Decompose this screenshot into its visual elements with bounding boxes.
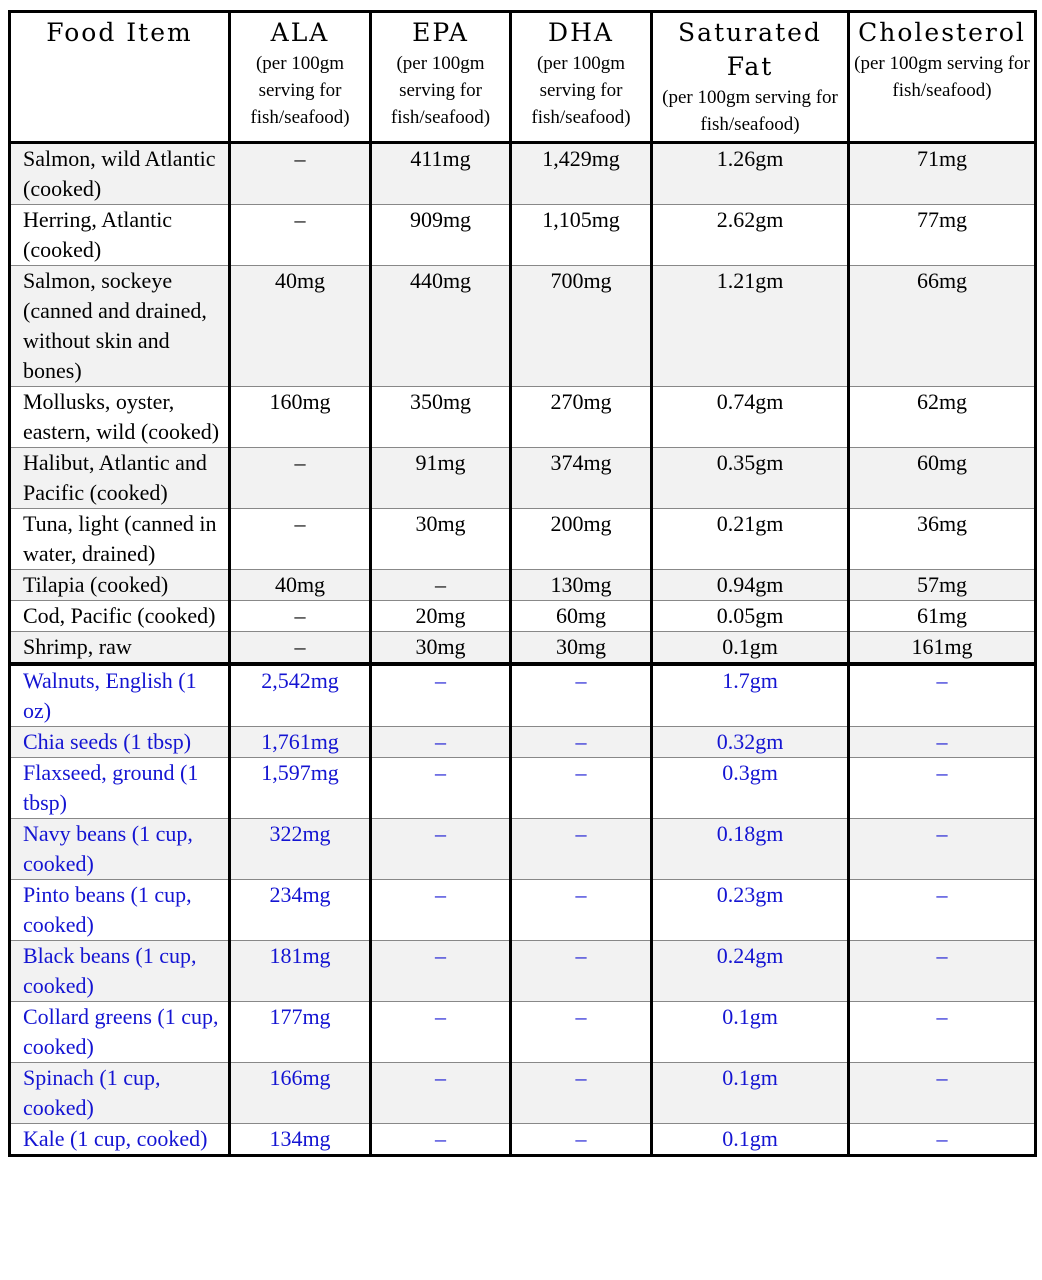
food-item-cell: Navy beans (1 cup, cooked) xyxy=(10,819,230,880)
dha-cell: – xyxy=(511,758,652,819)
dha-cell: 200mg xyxy=(511,509,652,570)
food-item-cell: Flaxseed, ground (1 tbsp) xyxy=(10,758,230,819)
food-item-cell: Mollusks, oyster, eastern, wild (cooked) xyxy=(10,387,230,448)
dha-cell: – xyxy=(511,819,652,880)
dha-cell: – xyxy=(511,880,652,941)
header-subtitle: (per 100gm serving for fish/seafood) xyxy=(662,87,838,135)
dha-cell: 700mg xyxy=(511,266,652,387)
table-row xyxy=(10,387,1036,448)
ala-cell: 322mg xyxy=(230,819,371,880)
table-row xyxy=(10,570,1036,601)
dha-cell: 1,105mg xyxy=(511,205,652,266)
food-item-cell: Salmon, wild Atlantic (cooked) xyxy=(10,143,230,205)
ala-cell: 166mg xyxy=(230,1063,371,1124)
cholesterol-cell: 60mg xyxy=(849,448,1036,509)
cholesterol-cell: – xyxy=(849,727,1036,758)
table-row xyxy=(10,143,1036,205)
header-ala xyxy=(230,12,371,143)
table-row xyxy=(10,1063,1036,1124)
saturated-fat-cell: 1.21gm xyxy=(652,266,849,387)
header-subtitle: (per 100gm serving for fish/seafood) xyxy=(854,53,1030,101)
epa-cell: 350mg xyxy=(371,387,511,448)
ala-cell: 2,542mg xyxy=(230,664,371,727)
dha-cell: – xyxy=(511,1002,652,1063)
table-header xyxy=(10,12,1036,143)
ala-cell: – xyxy=(230,205,371,266)
epa-cell: – xyxy=(371,664,511,727)
ala-cell: – xyxy=(230,509,371,570)
table-row xyxy=(10,880,1036,941)
saturated-fat-cell: 0.21gm xyxy=(652,509,849,570)
table-row xyxy=(10,941,1036,1002)
epa-cell: 30mg xyxy=(371,632,511,665)
epa-cell: 411mg xyxy=(371,143,511,205)
table-row xyxy=(10,1002,1036,1063)
ala-cell: – xyxy=(230,448,371,509)
table-row xyxy=(10,727,1036,758)
cholesterol-cell: – xyxy=(849,819,1036,880)
ala-cell: 234mg xyxy=(230,880,371,941)
header-saturated-fat xyxy=(652,12,849,143)
saturated-fat-cell: 0.1gm xyxy=(652,1002,849,1063)
cholesterol-cell: 71mg xyxy=(849,143,1036,205)
table-row xyxy=(10,664,1036,727)
cholesterol-cell: 36mg xyxy=(849,509,1036,570)
header-subtitle: (per 100gm serving for fish/seafood) xyxy=(390,53,491,128)
ala-cell: 177mg xyxy=(230,1002,371,1063)
table-row xyxy=(10,601,1036,632)
food-item-cell: Kale (1 cup, cooked) xyxy=(10,1124,230,1156)
ala-cell: – xyxy=(230,601,371,632)
dha-cell: 374mg xyxy=(511,448,652,509)
food-item-cell: Herring, Atlantic (cooked) xyxy=(10,205,230,266)
ala-cell: 40mg xyxy=(230,266,371,387)
saturated-fat-cell: 0.1gm xyxy=(652,1063,849,1124)
epa-cell: 91mg xyxy=(371,448,511,509)
cholesterol-cell: 61mg xyxy=(849,601,1036,632)
cholesterol-cell: 161mg xyxy=(849,632,1036,665)
table-body xyxy=(10,143,1036,1156)
dha-cell: 1,429mg xyxy=(511,143,652,205)
cholesterol-cell: – xyxy=(849,1002,1036,1063)
saturated-fat-cell: 1.7gm xyxy=(652,664,849,727)
header-cholesterol xyxy=(849,12,1036,143)
cholesterol-cell: – xyxy=(849,880,1036,941)
header-title: DHA xyxy=(548,18,614,47)
saturated-fat-cell: 0.35gm xyxy=(652,448,849,509)
cholesterol-cell: 62mg xyxy=(849,387,1036,448)
dha-cell: – xyxy=(511,1063,652,1124)
dha-cell: 30mg xyxy=(511,632,652,665)
ala-cell: 1,597mg xyxy=(230,758,371,819)
nutrition-table xyxy=(8,10,1037,1157)
dha-cell: 130mg xyxy=(511,570,652,601)
cholesterol-cell: – xyxy=(849,758,1036,819)
epa-cell: – xyxy=(371,1002,511,1063)
table-row xyxy=(10,509,1036,570)
table-row xyxy=(10,448,1036,509)
dha-cell: – xyxy=(511,664,652,727)
food-item-cell: Halibut, Atlantic and Pacific (cooked) xyxy=(10,448,230,509)
epa-cell: – xyxy=(371,880,511,941)
cholesterol-cell: 57mg xyxy=(849,570,1036,601)
epa-cell: – xyxy=(371,819,511,880)
cholesterol-cell: – xyxy=(849,1124,1036,1156)
ala-cell: – xyxy=(230,632,371,665)
header-title: Saturated Fat xyxy=(678,18,822,81)
table-row xyxy=(10,205,1036,266)
epa-cell: 440mg xyxy=(371,266,511,387)
epa-cell: – xyxy=(371,1124,511,1156)
saturated-fat-cell: 0.18gm xyxy=(652,819,849,880)
epa-cell: – xyxy=(371,758,511,819)
dha-cell: 270mg xyxy=(511,387,652,448)
header-subtitle: (per 100gm serving for fish/seafood) xyxy=(531,53,631,128)
food-item-cell: Tilapia (cooked) xyxy=(10,570,230,601)
ala-cell: 134mg xyxy=(230,1124,371,1156)
header-title: Food Item xyxy=(46,18,193,47)
cholesterol-cell: – xyxy=(849,664,1036,727)
epa-cell: 909mg xyxy=(371,205,511,266)
saturated-fat-cell: 0.3gm xyxy=(652,758,849,819)
saturated-fat-cell: 0.74gm xyxy=(652,387,849,448)
header-epa xyxy=(371,12,511,143)
saturated-fat-cell: 0.94gm xyxy=(652,570,849,601)
dha-cell: 60mg xyxy=(511,601,652,632)
food-item-cell: Shrimp, raw xyxy=(10,632,230,665)
ala-cell: 1,761mg xyxy=(230,727,371,758)
ala-cell: 160mg xyxy=(230,387,371,448)
saturated-fat-cell: 2.62gm xyxy=(652,205,849,266)
table-row xyxy=(10,266,1036,387)
cholesterol-cell: 66mg xyxy=(849,266,1036,387)
ala-cell: 181mg xyxy=(230,941,371,1002)
header-title: EPA xyxy=(412,18,469,47)
table-row xyxy=(10,758,1036,819)
epa-cell: – xyxy=(371,1063,511,1124)
ala-cell: 40mg xyxy=(230,570,371,601)
saturated-fat-cell: 0.32gm xyxy=(652,727,849,758)
saturated-fat-cell: 0.23gm xyxy=(652,880,849,941)
dha-cell: – xyxy=(511,1124,652,1156)
header-subtitle: (per 100gm serving for fish/seafood) xyxy=(250,53,350,128)
epa-cell: – xyxy=(371,727,511,758)
food-item-cell: Cod, Pacific (cooked) xyxy=(10,601,230,632)
header-title: Cholesterol xyxy=(858,18,1026,47)
saturated-fat-cell: 0.1gm xyxy=(652,1124,849,1156)
epa-cell: – xyxy=(371,570,511,601)
header-dha xyxy=(511,12,652,143)
food-item-cell: Spinach (1 cup, cooked) xyxy=(10,1063,230,1124)
cholesterol-cell: – xyxy=(849,1063,1036,1124)
epa-cell: 20mg xyxy=(371,601,511,632)
food-item-cell: Collard greens (1 cup, cooked) xyxy=(10,1002,230,1063)
table-row xyxy=(10,1124,1036,1156)
food-item-cell: Pinto beans (1 cup, cooked) xyxy=(10,880,230,941)
dha-cell: – xyxy=(511,941,652,1002)
epa-cell: – xyxy=(371,941,511,1002)
saturated-fat-cell: 0.24gm xyxy=(652,941,849,1002)
table-row xyxy=(10,819,1036,880)
table-row xyxy=(10,632,1036,665)
food-item-cell: Black beans (1 cup, cooked) xyxy=(10,941,230,1002)
food-item-cell: Tuna, light (canned in water, drained) xyxy=(10,509,230,570)
ala-cell: – xyxy=(230,143,371,205)
cholesterol-cell: – xyxy=(849,941,1036,1002)
dha-cell: – xyxy=(511,727,652,758)
header-title: ALA xyxy=(270,18,330,47)
food-item-cell: Chia seeds (1 tbsp) xyxy=(10,727,230,758)
header-food-item xyxy=(10,12,230,143)
food-item-cell: Walnuts, English (1 oz) xyxy=(10,664,230,727)
header-row xyxy=(10,12,1036,143)
epa-cell: 30mg xyxy=(371,509,511,570)
saturated-fat-cell: 1.26gm xyxy=(652,143,849,205)
saturated-fat-cell: 0.1gm xyxy=(652,632,849,665)
cholesterol-cell: 77mg xyxy=(849,205,1036,266)
saturated-fat-cell: 0.05gm xyxy=(652,601,849,632)
food-item-cell: Salmon, sockeye (canned and drained, without skin and bones) xyxy=(10,266,230,387)
